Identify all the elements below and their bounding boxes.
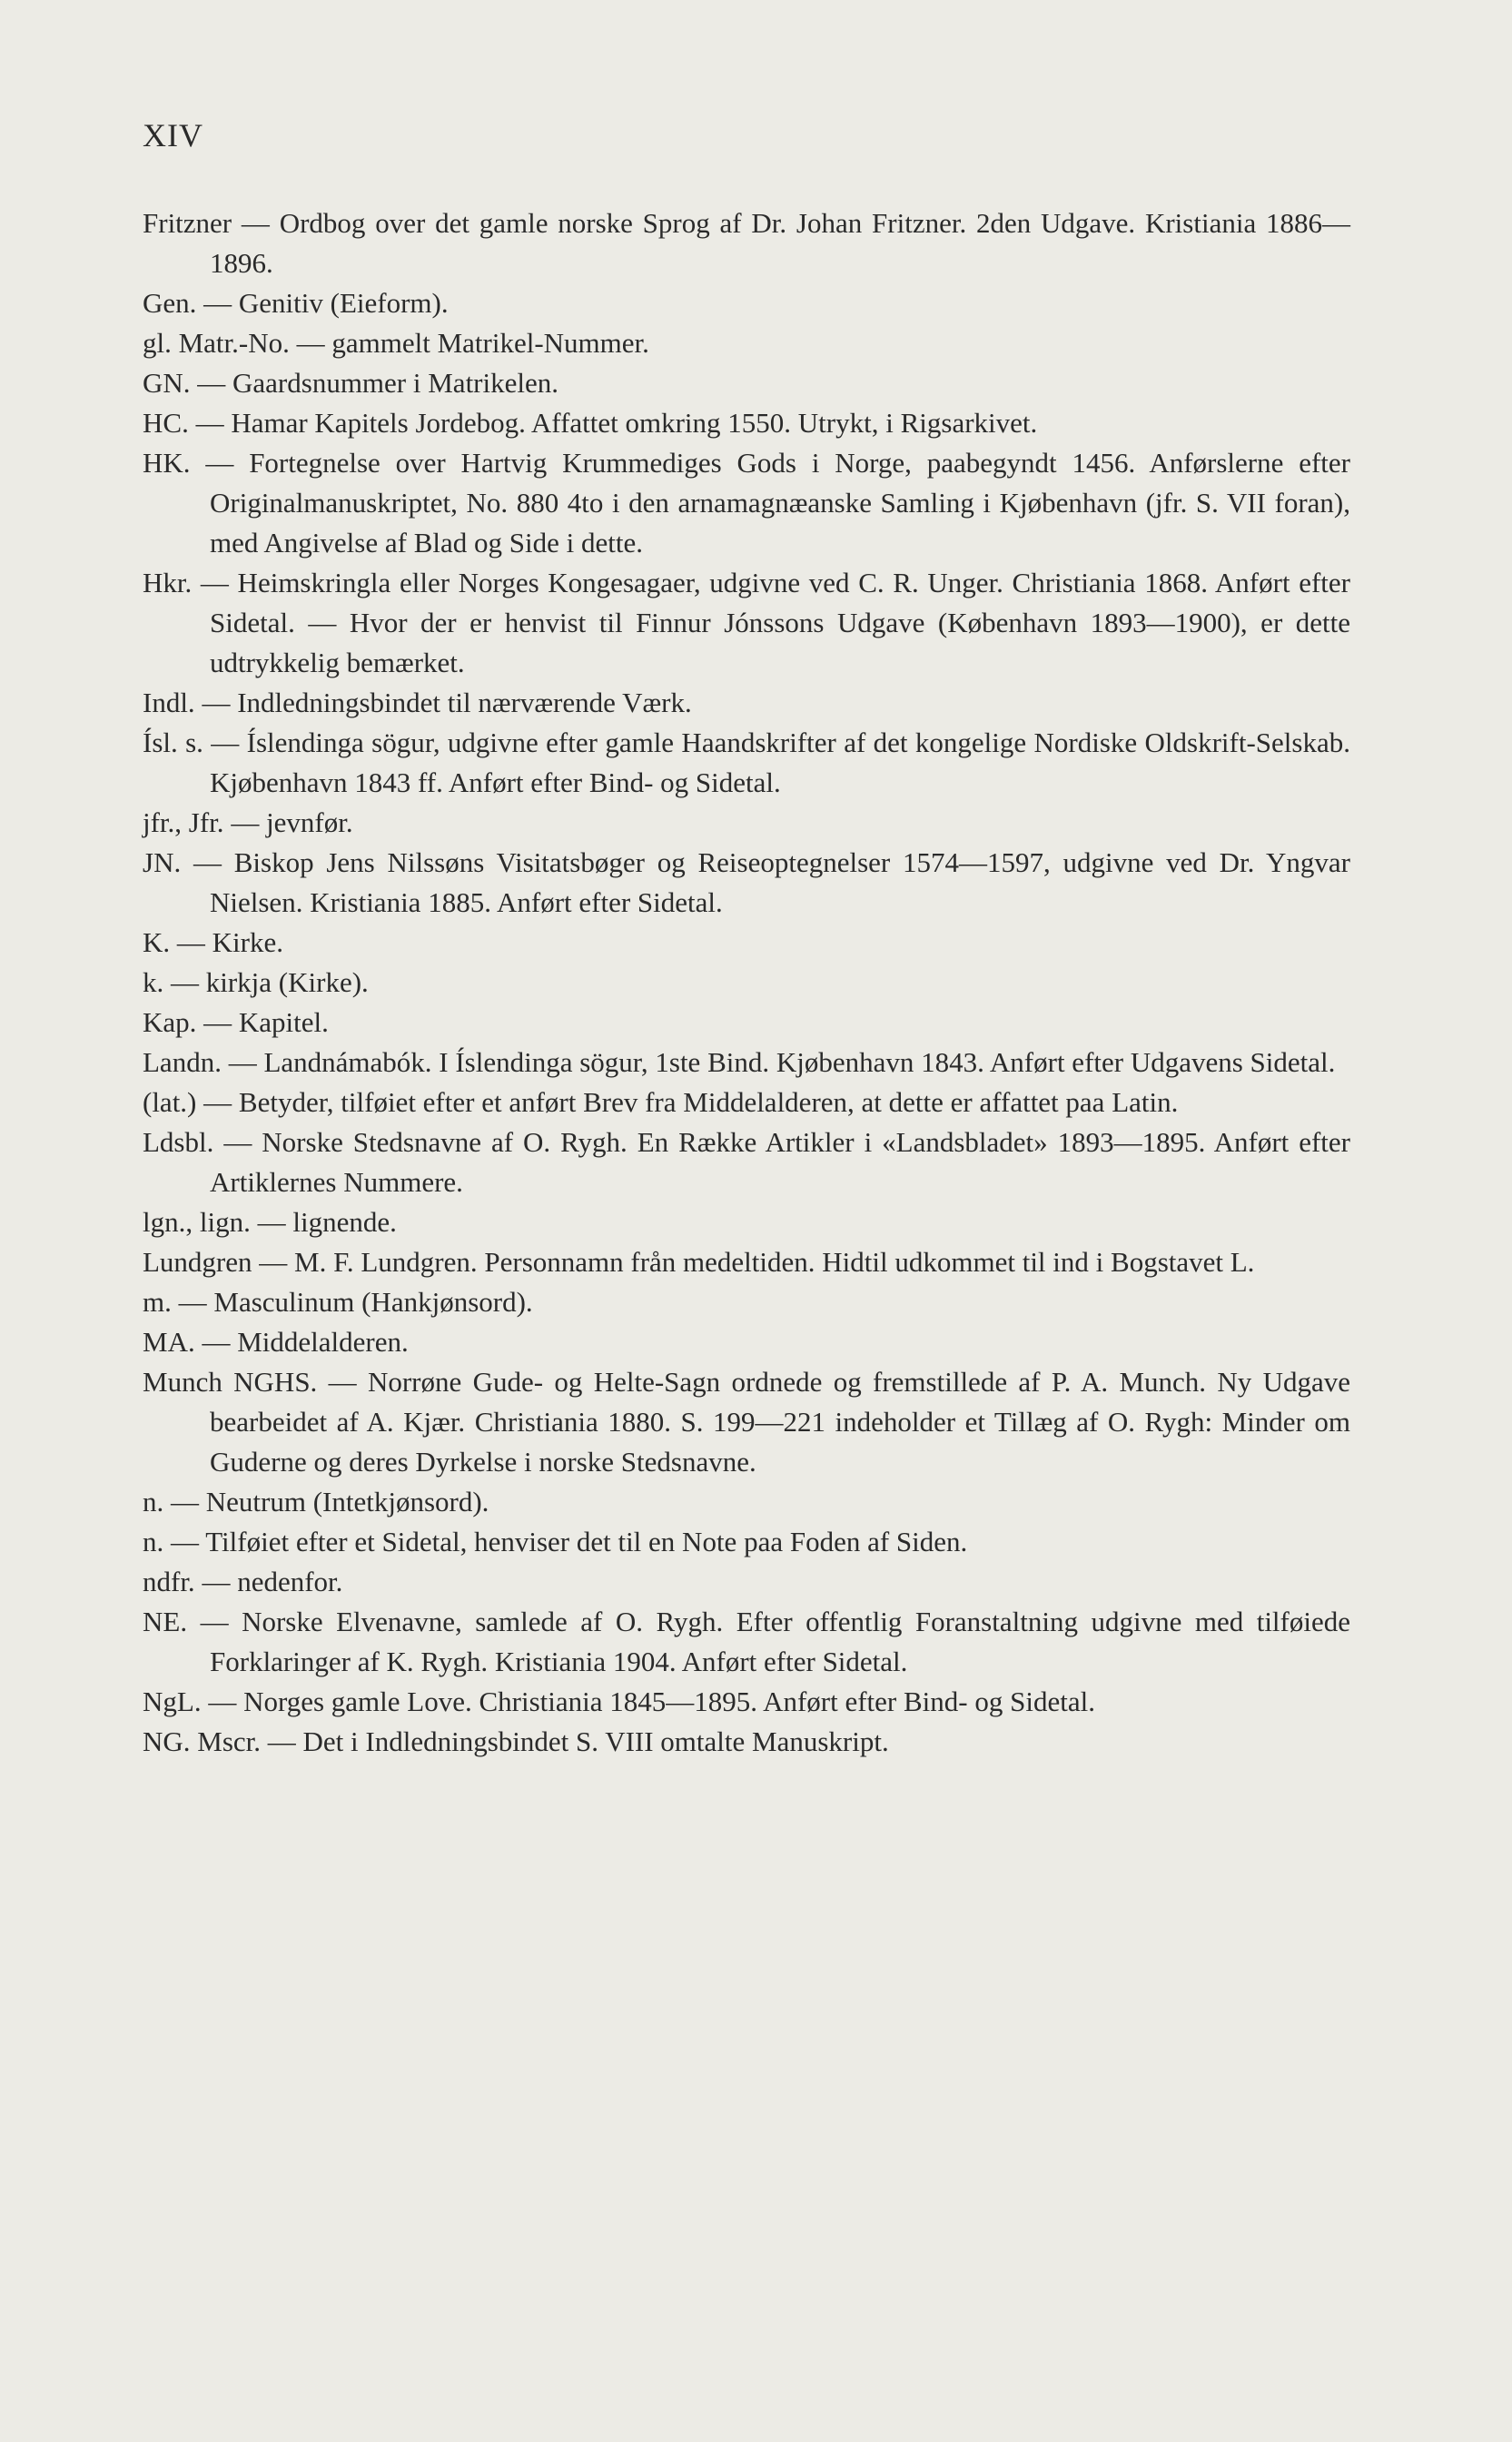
abbreviation-entry [143, 563, 1350, 683]
entry-abbreviation: Munch NGHS. [143, 1366, 318, 1398]
entry-definition: — Norrøne Gude- og Helte-Sagn ordnede og fremstillede af P. A. Munch. Ny Udgave bearbeidet af A. Kjær. Christiania 1880. S. 199—221 indeholder et Tillæg af O. Rygh: Minder om Guderne og deres Dyrkelse i norske Stedsnavne. [210, 1366, 1350, 1478]
entry-abbreviation: lgn., lign. [143, 1206, 251, 1238]
entry-abbreviation: n. [143, 1486, 164, 1518]
abbreviation-entry [143, 963, 1350, 1003]
abbreviation-entry [143, 1202, 1350, 1242]
entry-abbreviation: NgL. [143, 1686, 202, 1717]
abbreviation-entry [143, 283, 1350, 323]
abbreviation-entry [143, 1242, 1350, 1282]
entry-abbreviation: Ísl. s. [143, 727, 203, 758]
entry-definition: — Landnámabók. I Íslendinga sögur, 1ste Bind. Kjøbenhavn 1843. Anført efter Udgavens Sidetal. [221, 1046, 1336, 1078]
abbreviation-entry [143, 1362, 1350, 1482]
entry-definition: — Norske Elvenavne, samlede af O. Rygh. Efter offentlig Foranstaltning udgivne med tilføiede Forklaringer af K. Rygh. Kristiania 1904. Anført efter Sidetal. [187, 1606, 1350, 1677]
abbreviation-list [143, 203, 1350, 1762]
entry-abbreviation: m. [143, 1286, 172, 1318]
abbreviation-entry [143, 1083, 1350, 1122]
entry-abbreviation: jfr., Jfr. [143, 806, 224, 838]
entry-definition: — Íslendinga sögur, udgivne efter gamle Haandskrifter af det kongelige Nordiske Oldskrift-Selskab. Kjøbenhavn 1843 ff. Anført efter Bind- og Sidetal. [203, 727, 1350, 798]
entry-definition: — gammelt Matrikel-Nummer. [289, 327, 649, 359]
abbreviation-entry [143, 723, 1350, 803]
entry-abbreviation: Fritzner [143, 207, 232, 239]
entry-definition: — Biskop Jens Nilssøns Visitatsbøger og Reiseoptegnelser 1574—1597, udgivne ved Dr. Yngvar Nielsen. Kristiania 1885. Anført efter Sidetal. [181, 846, 1350, 918]
entry-definition: — Gaardsnummer i Matrikelen. [190, 367, 558, 399]
entry-abbreviation: GN. [143, 367, 191, 399]
abbreviation-entry [143, 683, 1350, 723]
abbreviation-entry [143, 443, 1350, 563]
entry-definition: — Kapitel. [196, 1006, 329, 1038]
entry-definition: — lignende. [250, 1206, 397, 1238]
abbreviation-entry [143, 1482, 1350, 1522]
entry-definition: — Norges gamle Love. Christiania 1845—1895. Anført efter Bind- og Sidetal. [201, 1686, 1095, 1717]
entry-definition: — Hamar Kapitels Jordebog. Affattet omkring 1550. Utrykt, i Rigsarkivet. [188, 407, 1038, 439]
abbreviation-entry [143, 1322, 1350, 1362]
abbreviation-entry [143, 403, 1350, 443]
abbreviation-entry [143, 363, 1350, 403]
entry-definition: — Kirke. [170, 926, 283, 958]
entry-abbreviation: JN. [143, 846, 182, 878]
entry-definition: — Tilføiet efter et Sidetal, henviser det til en Note paa Foden af Siden. [163, 1526, 968, 1557]
entry-definition: — Indledningsbindet til nærværende Værk. [194, 687, 692, 718]
entry-abbreviation: NE. [143, 1606, 188, 1637]
entry-definition: — Heimskringla eller Norges Kongesagaer, udgivne ved C. R. Unger. Christiania 1868. Anført efter Sidetal. — Hvor der er henvist til Finnur Jónssons Udgave (København 1893—1900), er dette udtrykkelig bemærket. [192, 567, 1350, 678]
entry-abbreviation: NG. Mscr. [143, 1725, 262, 1757]
page-number: XIV [143, 117, 203, 153]
entry-definition: — Neutrum (Intetkjønsord). [163, 1486, 489, 1518]
abbreviation-entry [143, 1602, 1350, 1682]
entry-abbreviation: Gen. [143, 287, 197, 319]
entry-definition: — kirkja (Kirke). [163, 966, 369, 998]
abbreviation-entry [143, 323, 1350, 363]
entry-abbreviation: HC. [143, 407, 189, 439]
entry-abbreviation: Kap. [143, 1006, 197, 1038]
entry-definition: — Masculinum (Hankjønsord). [171, 1286, 533, 1318]
entry-definition: — Betyder, tilføiet efter et anført Brev fra Middelalderen, at dette er affattet paa Latin. [196, 1086, 1179, 1118]
entry-abbreviation: n. [143, 1526, 164, 1557]
entry-definition: — nedenfor. [194, 1566, 343, 1597]
abbreviation-entry [143, 1282, 1350, 1322]
entry-definition: — M. F. Lundgren. Personnamn från medeltiden. Hidtil udkommet til ind i Bogstavet L. [252, 1246, 1255, 1278]
entry-abbreviation: gl. Matr.-No. [143, 327, 290, 359]
abbreviation-entry [143, 1722, 1350, 1762]
entry-definition: — Genitiv (Eieform). [196, 287, 449, 319]
entry-abbreviation: K. [143, 926, 171, 958]
entry-abbreviation: ndfr. [143, 1566, 195, 1597]
entry-abbreviation: k. [143, 966, 164, 998]
entry-definition: — Ordbog over det gamle norske Sprog af Dr. Johan Fritzner. 2den Udgave. Kristiania 1886—1896. [210, 207, 1350, 279]
abbreviation-entry [143, 1003, 1350, 1043]
abbreviation-entry [143, 1043, 1350, 1083]
abbreviation-entry [143, 1682, 1350, 1722]
abbreviation-entry [143, 1562, 1350, 1602]
abbreviation-entry [143, 923, 1350, 963]
entry-definition: — Det i Indledningsbindet S. VIII omtalte Manuskript. [261, 1725, 889, 1757]
entry-definition: — Fortegnelse over Hartvig Krummediges Gods i Norge, paabegyndt 1456. Anførslerne efter Originalmanuskriptet, No. 880 4to i den arnamagnæanske Samling i Kjøbenhavn (jfr. S. VII foran), med Angivelse af Blad og Side i dette. [190, 447, 1350, 559]
entry-abbreviation: Indl. [143, 687, 195, 718]
entry-abbreviation: Ldsbl. [143, 1126, 214, 1158]
entry-abbreviation: HK. [143, 447, 191, 479]
entry-abbreviation: Landn. [143, 1046, 222, 1078]
abbreviation-entry [143, 1522, 1350, 1562]
entry-abbreviation: MA. [143, 1326, 195, 1358]
entry-definition: — jevnfør. [223, 806, 353, 838]
entry-abbreviation: (lat.) [143, 1086, 197, 1118]
entry-abbreviation: Hkr. [143, 567, 193, 598]
abbreviation-entry [143, 803, 1350, 843]
abbreviation-entry [143, 1122, 1350, 1202]
entry-definition: — Middelalderen. [194, 1326, 409, 1358]
abbreviation-entry [143, 843, 1350, 923]
entry-abbreviation: Lundgren [143, 1246, 252, 1278]
entry-definition: — Norske Stedsnavne af O. Rygh. En Række Artikler i «Landsbladet» 1893—1895. Anført efter Artiklernes Nummere. [210, 1126, 1350, 1198]
abbreviation-entry [143, 203, 1350, 283]
